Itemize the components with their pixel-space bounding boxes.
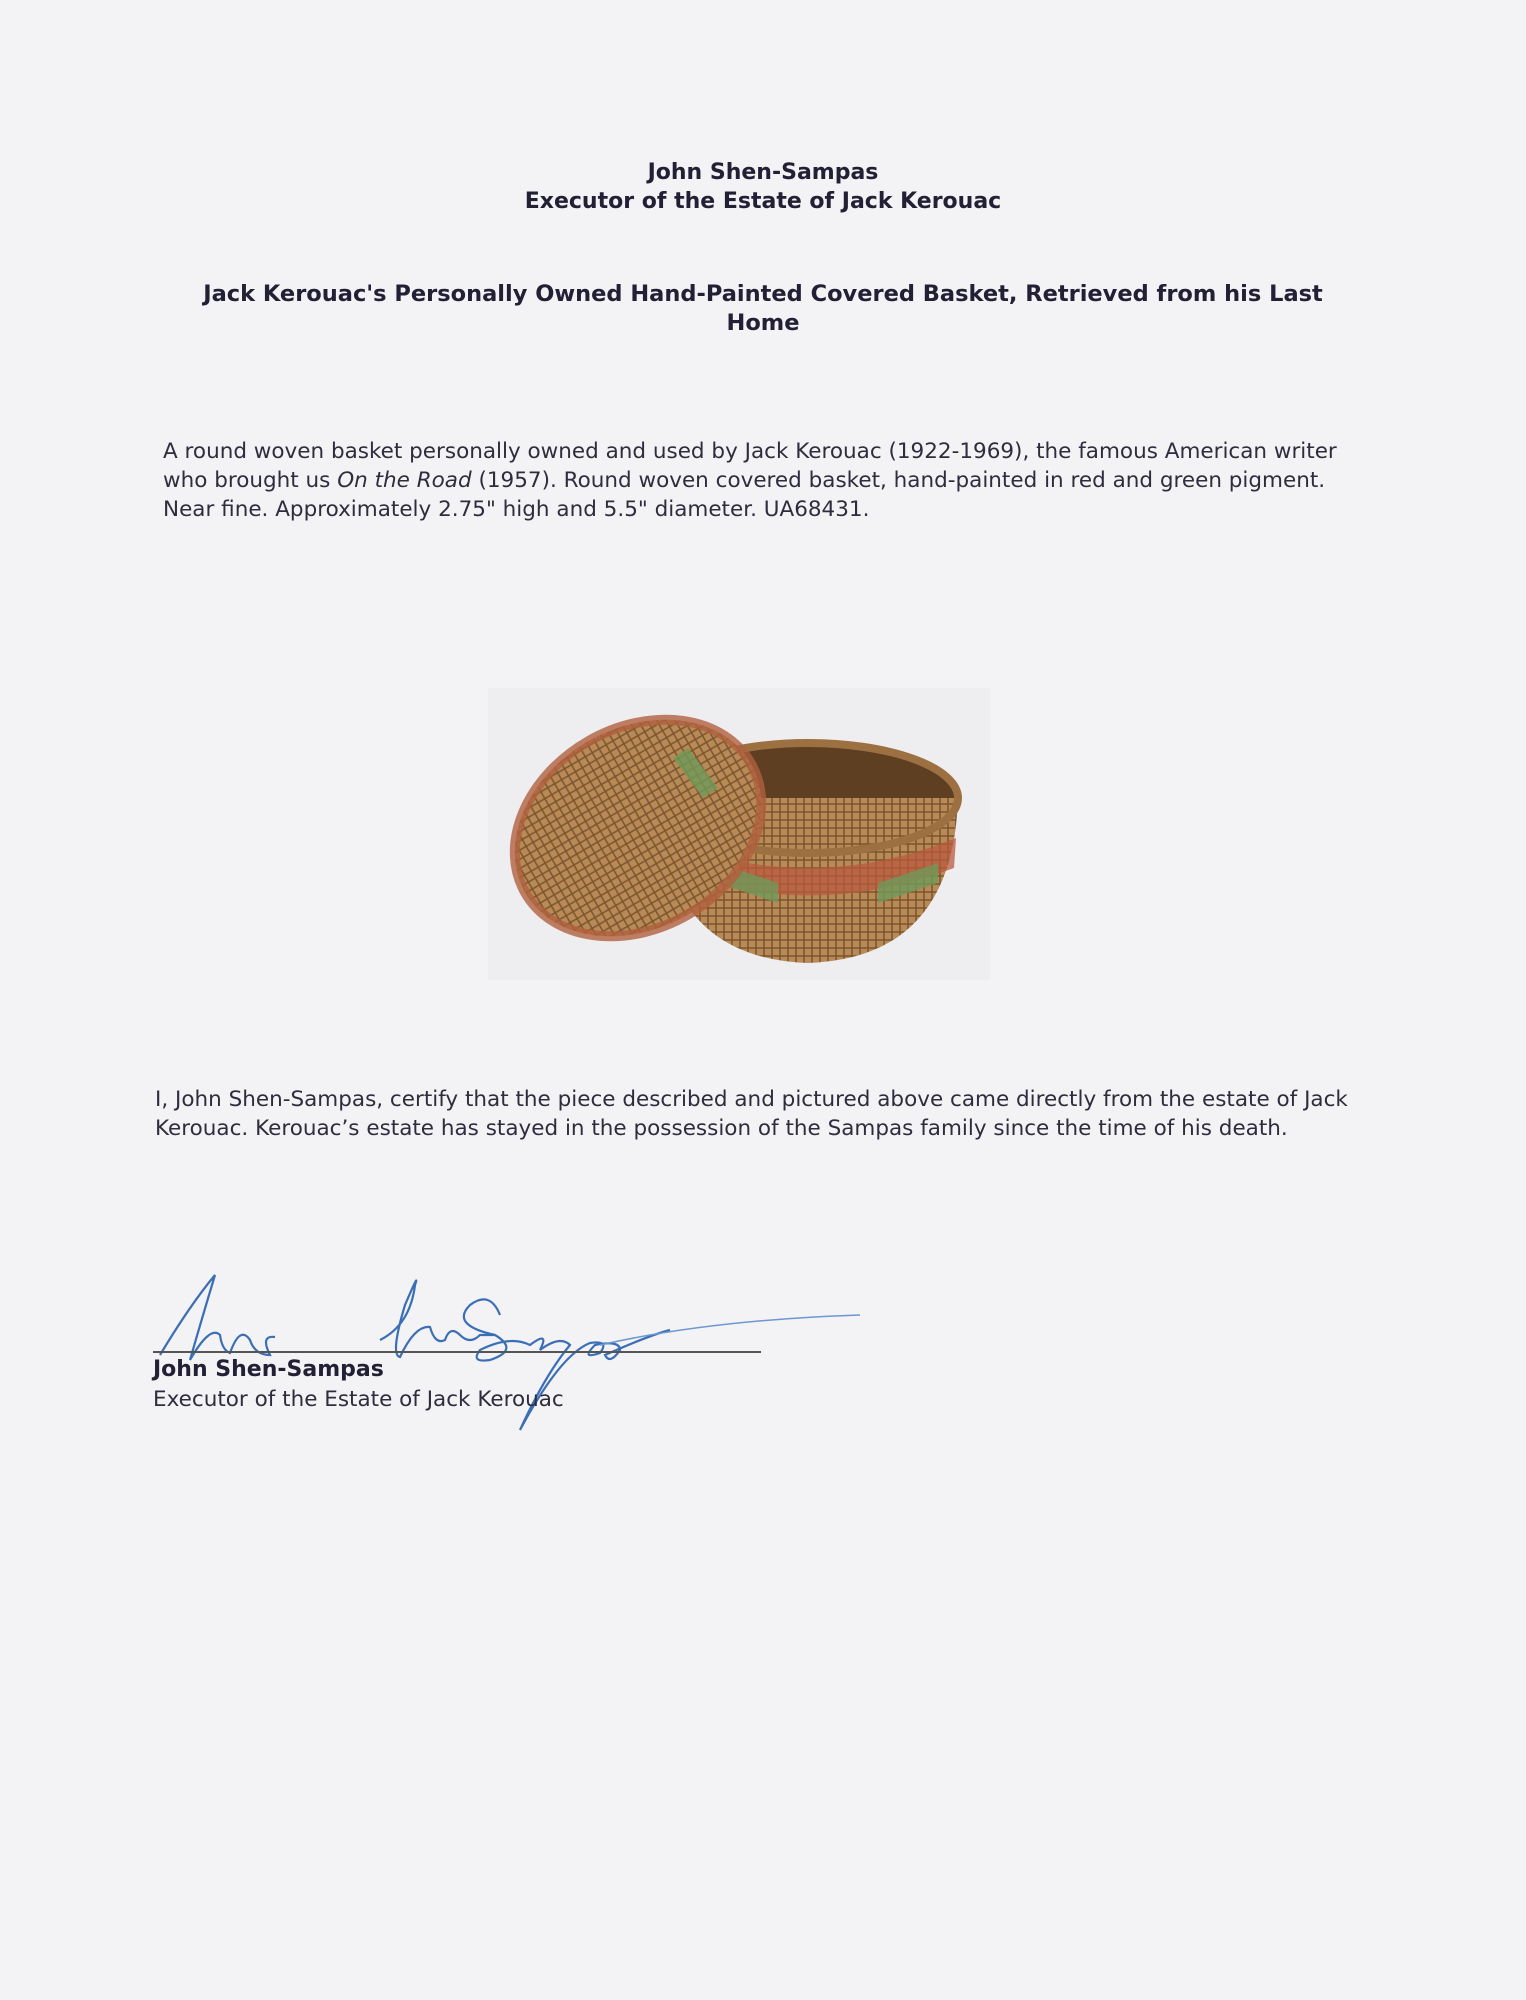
document-title: Jack Kerouac's Personally Owned Hand-Painted Covered Basket, Retrieved from his Last Home	[203, 281, 1323, 336]
header-name: John Shen-Sampas	[647, 160, 879, 185]
description-paragraph	[163, 437, 1363, 524]
description-text-1: A round woven basket personally owned and used by Jack Kerouac (1922-1969), the famous American writer who brought us	[163, 439, 1337, 493]
basket-photo	[488, 688, 990, 980]
certification-paragraph: I, John Shen-Sampas, certify that the piece described and pictured above came directly from the estate of Jack Kerouac. Kerouac’s estate has stayed in the possession of the Sampas family since the time of his death.	[155, 1087, 1348, 1141]
signer-role: Executor of the Estate of Jack Kerouac	[153, 1387, 564, 1412]
header-role: Executor of the Estate of Jack Kerouac	[524, 189, 1002, 214]
signature-line	[153, 1351, 761, 1353]
description-text-2: (1957). Round woven covered basket, hand-painted in red and green pigment. Near fine. Approximately 2.75" high and 5.5" diameter. UA68431.	[163, 468, 1326, 522]
signer-name: John Shen-Sampas	[153, 1357, 384, 1382]
book-title: On the Road	[337, 468, 472, 493]
